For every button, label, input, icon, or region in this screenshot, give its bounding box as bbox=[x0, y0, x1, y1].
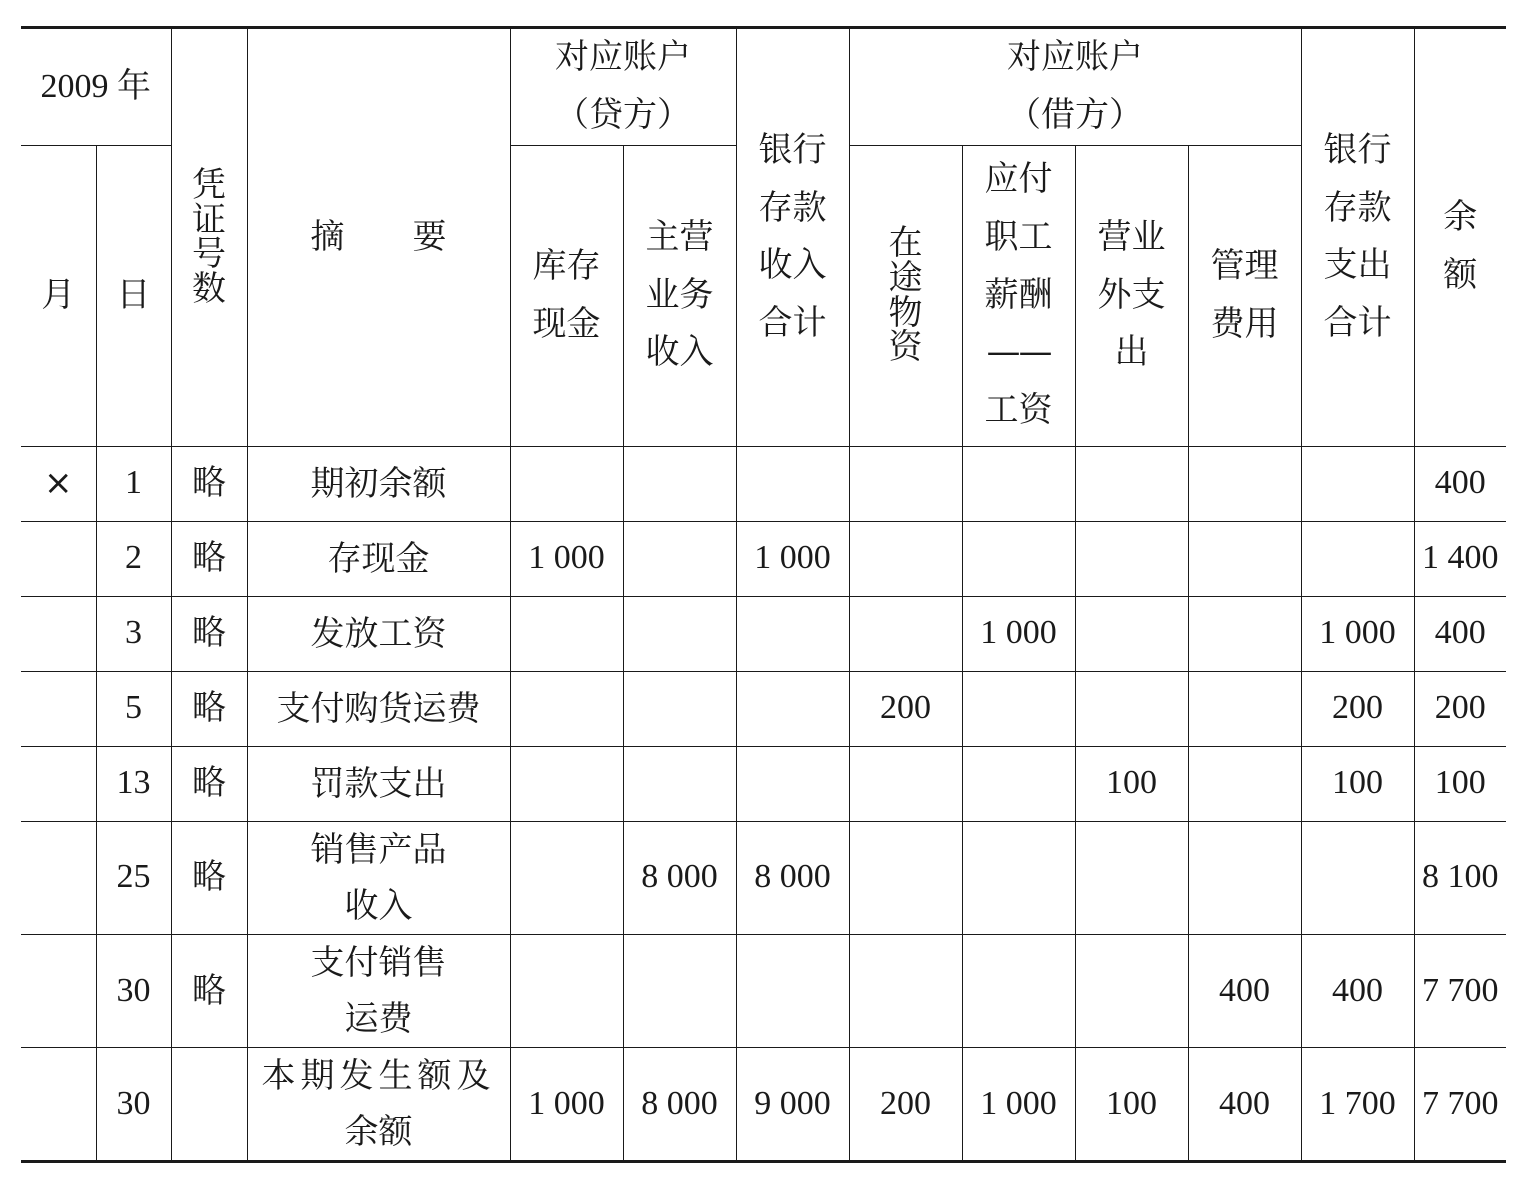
summary-cell: 本期发生额及 余额 bbox=[247, 1047, 510, 1161]
admin-cell bbox=[1188, 596, 1301, 671]
payroll-cell bbox=[962, 446, 1075, 521]
main-revenue-cell bbox=[623, 521, 736, 596]
summary-header: 摘 要 bbox=[247, 28, 510, 447]
table-row bbox=[21, 446, 1506, 521]
voucher-cell: 略 bbox=[171, 671, 247, 746]
month-cell bbox=[21, 671, 96, 746]
month-header: 月 bbox=[21, 145, 96, 446]
summary-cell: 期初余额 bbox=[247, 446, 510, 521]
credit-group-header: 对应账户 （贷方） bbox=[510, 28, 736, 146]
table-row bbox=[21, 596, 1506, 671]
payroll-cell bbox=[962, 934, 1075, 1047]
month-cell bbox=[21, 596, 96, 671]
payroll-cell bbox=[962, 821, 1075, 934]
transit-cell: 200 bbox=[849, 671, 962, 746]
cash-cell bbox=[510, 821, 623, 934]
cash-cell bbox=[510, 934, 623, 1047]
bank-out-total-header: 银行 存款 支出 合计 bbox=[1301, 28, 1414, 447]
cash-cell bbox=[510, 446, 623, 521]
payroll-cell: 1 000 bbox=[962, 596, 1075, 671]
balance-cell: 400 bbox=[1414, 446, 1506, 521]
cash-cell bbox=[510, 596, 623, 671]
cash-cell bbox=[510, 671, 623, 746]
goods-in-transit-header: 在 途 物 资 bbox=[849, 145, 962, 446]
summary-cell: 存现金 bbox=[247, 521, 510, 596]
voucher-cell: 略 bbox=[171, 934, 247, 1047]
bank-out-cell: 1 700 bbox=[1301, 1047, 1414, 1161]
non-operating-expense-header: 营业 外支 出 bbox=[1075, 145, 1188, 446]
day-cell: 25 bbox=[96, 821, 171, 934]
admin-expense-header: 管理 费用 bbox=[1188, 145, 1301, 446]
payroll-cell bbox=[962, 521, 1075, 596]
admin-cell bbox=[1188, 671, 1301, 746]
transit-cell bbox=[849, 746, 962, 821]
admin-cell bbox=[1188, 446, 1301, 521]
cash-header: 库存 现金 bbox=[510, 145, 623, 446]
summary-cell: 罚款支出 bbox=[247, 746, 510, 821]
main-revenue-cell bbox=[623, 596, 736, 671]
payroll-header: 应付 职工 薪酬 —— 工资 bbox=[962, 145, 1075, 446]
bank-in-cell: 9 000 bbox=[736, 1047, 849, 1161]
main-revenue-header: 主营 业务 收入 bbox=[623, 145, 736, 446]
month-cell bbox=[21, 934, 96, 1047]
debit-group-header: 对应账户 （借方） bbox=[849, 28, 1301, 146]
voucher-cell bbox=[171, 1047, 247, 1161]
nonop-cell bbox=[1075, 521, 1188, 596]
table-row bbox=[21, 821, 1506, 934]
day-header: 日 bbox=[96, 145, 171, 446]
main-revenue-cell bbox=[623, 446, 736, 521]
table-row bbox=[21, 746, 1506, 821]
month-cell: × bbox=[21, 446, 96, 521]
day-cell: 30 bbox=[96, 1047, 171, 1161]
voucher-cell: 略 bbox=[171, 746, 247, 821]
bank-out-cell: 400 bbox=[1301, 934, 1414, 1047]
day-cell: 5 bbox=[96, 671, 171, 746]
main-revenue-cell: 8 000 bbox=[623, 1047, 736, 1161]
day-cell: 1 bbox=[96, 446, 171, 521]
bank-in-cell: 8 000 bbox=[736, 821, 849, 934]
table-row bbox=[21, 1047, 1506, 1161]
table-row bbox=[21, 521, 1506, 596]
summary-cell: 支付购货运费 bbox=[247, 671, 510, 746]
bank-out-cell bbox=[1301, 821, 1414, 934]
transit-cell bbox=[849, 934, 962, 1047]
balance-header: 余 额 bbox=[1414, 28, 1506, 447]
cash-cell: 1 000 bbox=[510, 521, 623, 596]
balance-cell: 1 400 bbox=[1414, 521, 1506, 596]
nonop-cell bbox=[1075, 671, 1188, 746]
table-row bbox=[21, 671, 1506, 746]
balance-cell: 8 100 bbox=[1414, 821, 1506, 934]
voucher-cell: 略 bbox=[171, 596, 247, 671]
nonop-cell: 100 bbox=[1075, 746, 1188, 821]
payroll-cell bbox=[962, 671, 1075, 746]
day-cell: 30 bbox=[96, 934, 171, 1047]
admin-cell: 400 bbox=[1188, 1047, 1301, 1161]
nonop-cell bbox=[1075, 934, 1188, 1047]
nonop-cell bbox=[1075, 446, 1188, 521]
nonop-cell bbox=[1075, 596, 1188, 671]
balance-cell: 7 700 bbox=[1414, 1047, 1506, 1161]
bank-in-total-header: 银行 存款 收入 合计 bbox=[736, 28, 849, 447]
transit-cell bbox=[849, 596, 962, 671]
balance-cell: 400 bbox=[1414, 596, 1506, 671]
cash-cell bbox=[510, 746, 623, 821]
nonop-cell: 100 bbox=[1075, 1047, 1188, 1161]
bank-deposit-journal-table bbox=[21, 26, 1506, 1163]
voucher-cell: 略 bbox=[171, 821, 247, 934]
year-header: 2009 年 bbox=[21, 28, 171, 146]
cash-cell: 1 000 bbox=[510, 1047, 623, 1161]
bank-out-cell: 1 000 bbox=[1301, 596, 1414, 671]
month-cell bbox=[21, 521, 96, 596]
day-cell: 13 bbox=[96, 746, 171, 821]
bank-in-cell: 1 000 bbox=[736, 521, 849, 596]
month-cell bbox=[21, 821, 96, 934]
bank-in-cell bbox=[736, 746, 849, 821]
balance-cell: 7 700 bbox=[1414, 934, 1506, 1047]
balance-cell: 200 bbox=[1414, 671, 1506, 746]
month-cell bbox=[21, 746, 96, 821]
voucher-cell: 略 bbox=[171, 521, 247, 596]
month-cell bbox=[21, 1047, 96, 1161]
bank-out-cell: 100 bbox=[1301, 746, 1414, 821]
main-revenue-cell bbox=[623, 671, 736, 746]
header-row-1 bbox=[21, 28, 1506, 146]
voucher-header: 凭 证 号 数 bbox=[171, 28, 247, 447]
bank-in-cell bbox=[736, 671, 849, 746]
table-row bbox=[21, 934, 1506, 1047]
transit-cell bbox=[849, 821, 962, 934]
main-revenue-cell: 8 000 bbox=[623, 821, 736, 934]
payroll-cell bbox=[962, 746, 1075, 821]
summary-cell: 销售产品 收入 bbox=[247, 821, 510, 934]
bank-in-cell bbox=[736, 596, 849, 671]
bank-out-cell bbox=[1301, 521, 1414, 596]
bank-in-cell bbox=[736, 934, 849, 1047]
transit-cell: 200 bbox=[849, 1047, 962, 1161]
admin-cell: 400 bbox=[1188, 934, 1301, 1047]
bank-out-cell: 200 bbox=[1301, 671, 1414, 746]
admin-cell bbox=[1188, 821, 1301, 934]
day-cell: 3 bbox=[96, 596, 171, 671]
main-revenue-cell bbox=[623, 934, 736, 1047]
transit-cell bbox=[849, 521, 962, 596]
transit-cell bbox=[849, 446, 962, 521]
balance-cell: 100 bbox=[1414, 746, 1506, 821]
admin-cell bbox=[1188, 521, 1301, 596]
bank-out-cell bbox=[1301, 446, 1414, 521]
payroll-cell: 1 000 bbox=[962, 1047, 1075, 1161]
voucher-cell: 略 bbox=[171, 446, 247, 521]
summary-cell: 支付销售 运费 bbox=[247, 934, 510, 1047]
summary-cell: 发放工资 bbox=[247, 596, 510, 671]
nonop-cell bbox=[1075, 821, 1188, 934]
day-cell: 2 bbox=[96, 521, 171, 596]
bank-in-cell bbox=[736, 446, 849, 521]
admin-cell bbox=[1188, 746, 1301, 821]
main-revenue-cell bbox=[623, 746, 736, 821]
